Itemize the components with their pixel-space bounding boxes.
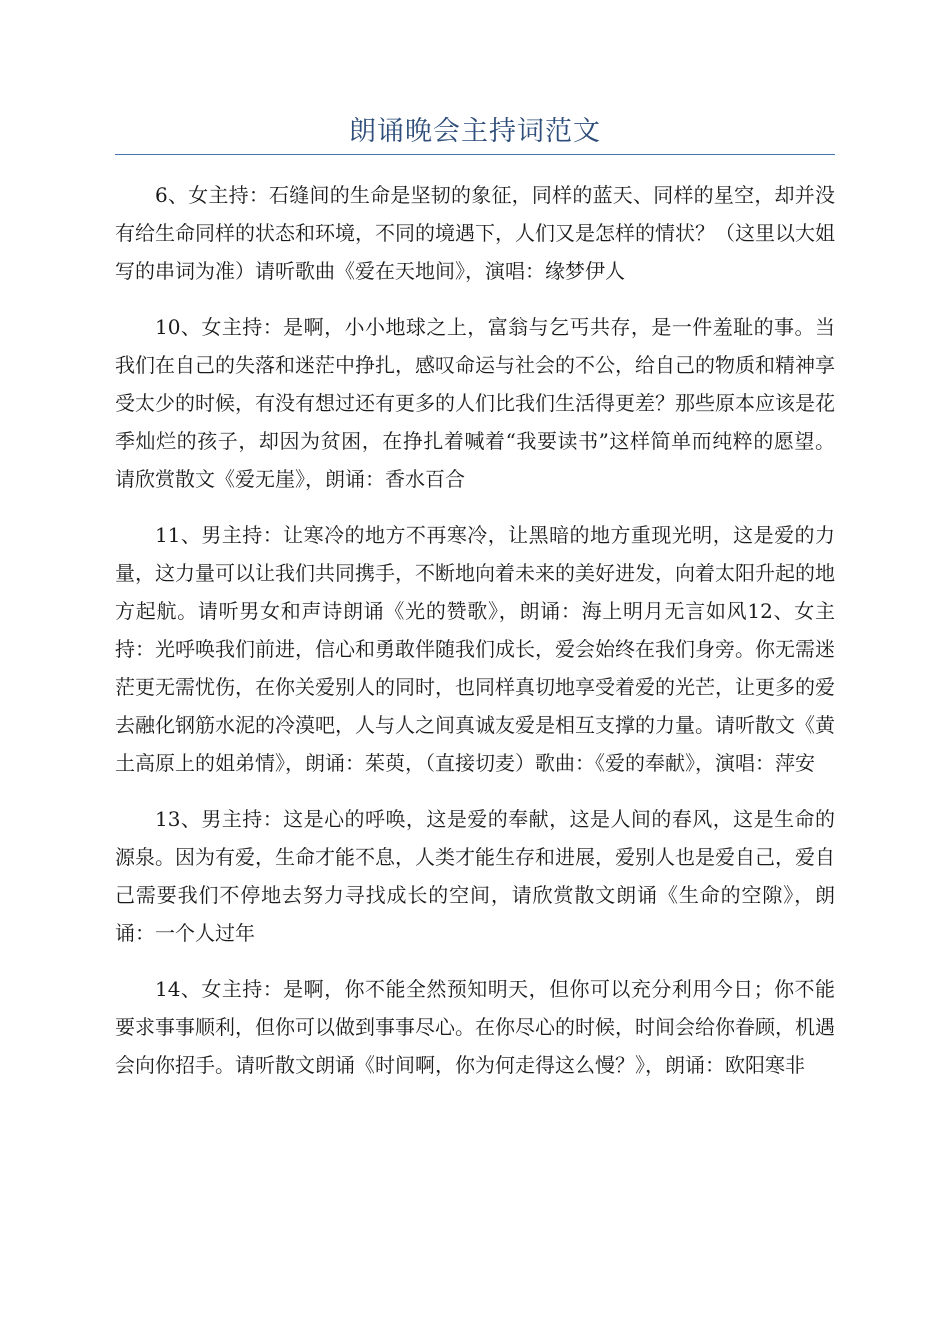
paragraph-14: 14、女主持：是啊，你不能全然预知明天，但你可以充分利用今日；你不能要求事事顺利，但你可以做到事事尽心。在你尽心的时候，时间会给你眷顾，机遇会向你招手。请听散文朗诵《时间啊，你为何走得这么慢？》，朗诵：欧阳寒非	[115, 977, 835, 1077]
title-underline	[115, 154, 835, 155]
paragraph-10: 10、女主持：是啊，小小地球之上，富翁与乞丐共存，是一件羞耻的事。当我们在自己的失落和迷茫中挣扎，感叹命运与社会的不公，给自己的物质和精神享受太少的时候，有没有想过还有更多的人们比我们生活得更差？那些原本应该是花季灿烂的孩子，却因为贫困，在挣扎着喊着“我要读书”这样简单而纯粹的愿望。请欣赏散文《爱无崖》，朗诵：香水百合	[115, 315, 835, 491]
paragraph-6: 6、女主持：石缝间的生命是坚韧的象征，同样的蓝天、同样的星空，却并没有给生命同样的状态和环境，不同的境遇下，人们又是怎样的情状？（这里以大姐写的串词为准）请听歌曲《爱在天地间》，演唱：缘梦伊人	[115, 183, 835, 283]
paragraph-11-12: 11、男主持：让寒冷的地方不再寒冷，让黑暗的地方重现光明，这是爱的力量，这力量可以让我们共同携手，不断地向着未来的美好进发，向着太阳升起的地方起航。请听男女和声诗朗诵《光的赞歌》，朗诵：海上明月无言如风12、女主持：光呼唤我们前进，信心和勇敢伴随我们成长，爱会始终在我们身旁。你无需迷茫更无需忧伤，在你关爱别人的同时，也同样真切地享受着爱的光芒，让更多的爱去融化钢筋水泥的冷漠吧，人与人之间真诚友爱是相互支撑的力量。请听散文《黄土高原上的姐弟情》，朗诵：茱萸，（直接切麦）歌曲：《爱的奉献》，演唱：萍安	[115, 523, 835, 775]
document-title: 朗诵晚会主持词范文	[349, 116, 601, 147]
document-body	[115, 176, 835, 1102]
paragraph-13: 13、男主持：这是心的呼唤，这是爱的奉献，这是人间的春风，这是生命的源泉。因为有爱，生命才能不息，人类才能生存和进展，爱别人也是爱自己，爱自己需要我们不停地去努力寻找成长的空间，请欣赏散文朗诵《生命的空隙》，朗诵：一个人过年	[115, 807, 835, 945]
